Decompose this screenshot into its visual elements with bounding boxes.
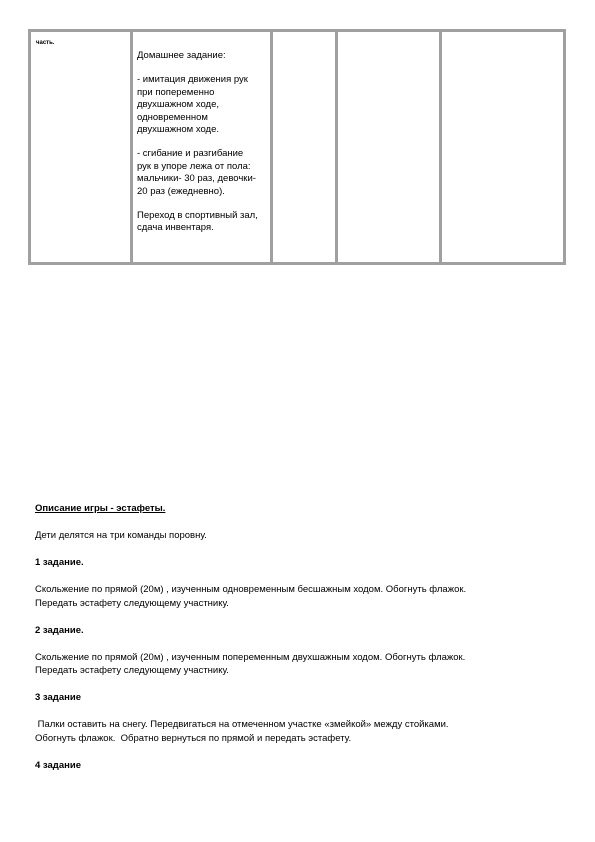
description-heading: Описание игры - эстафеты. — [35, 503, 166, 514]
relay-game-description — [35, 502, 565, 786]
lesson-part-label: часть. — [36, 40, 55, 46]
empty-cell-3 — [272, 31, 337, 264]
homework-cell — [132, 31, 272, 264]
task-3-text: Палки оставить на снегу. Передвигаться на отмеченном участке «змейкой» между стойками. Обогнуть флажок. Обратно вернуться по прямой и передать эстафету. — [35, 719, 449, 744]
task-3-title: 3 задание — [35, 692, 81, 703]
empty-cell-4 — [337, 31, 441, 264]
empty-cell-5 — [441, 31, 565, 264]
task-2-text: Скольжение по прямой (20м) , изученным попеременным двухшажным ходом. Обогнуть флажок. Передать эстафету следующему участнику. — [35, 651, 466, 676]
task-1-title: 1 задание. — [35, 557, 84, 568]
task-2-title: 2 задание. — [35, 624, 84, 636]
homework-item-pushups: - сгибание и разгибание рук в упоре лежа от пола: мальчики- 30 раз, девочки- 20 раз (ежедневно). — [137, 148, 256, 197]
task-4-title: 4 задание — [35, 759, 81, 771]
lesson-part-cell — [30, 31, 132, 264]
homework-item-arm-imitation: - имитация движения рук при попеременно двухшажном ходе, одновременном двухшажном ходе. — [137, 74, 248, 136]
lesson-plan-table — [28, 29, 566, 265]
task-1-text: Скольжение по прямой (20м) , изученным одновременным бесшажным ходом. Обогнуть флажок. Передать эстафету следующему участнику. — [35, 584, 467, 609]
description-intro: Дети делятся на три команды поровну. — [35, 530, 207, 541]
table-row — [30, 31, 565, 264]
homework-item-transition: Переход в спортивный зал, сдача инвентаря. — [137, 210, 258, 234]
homework-title: Домашнее задание: — [137, 50, 226, 61]
